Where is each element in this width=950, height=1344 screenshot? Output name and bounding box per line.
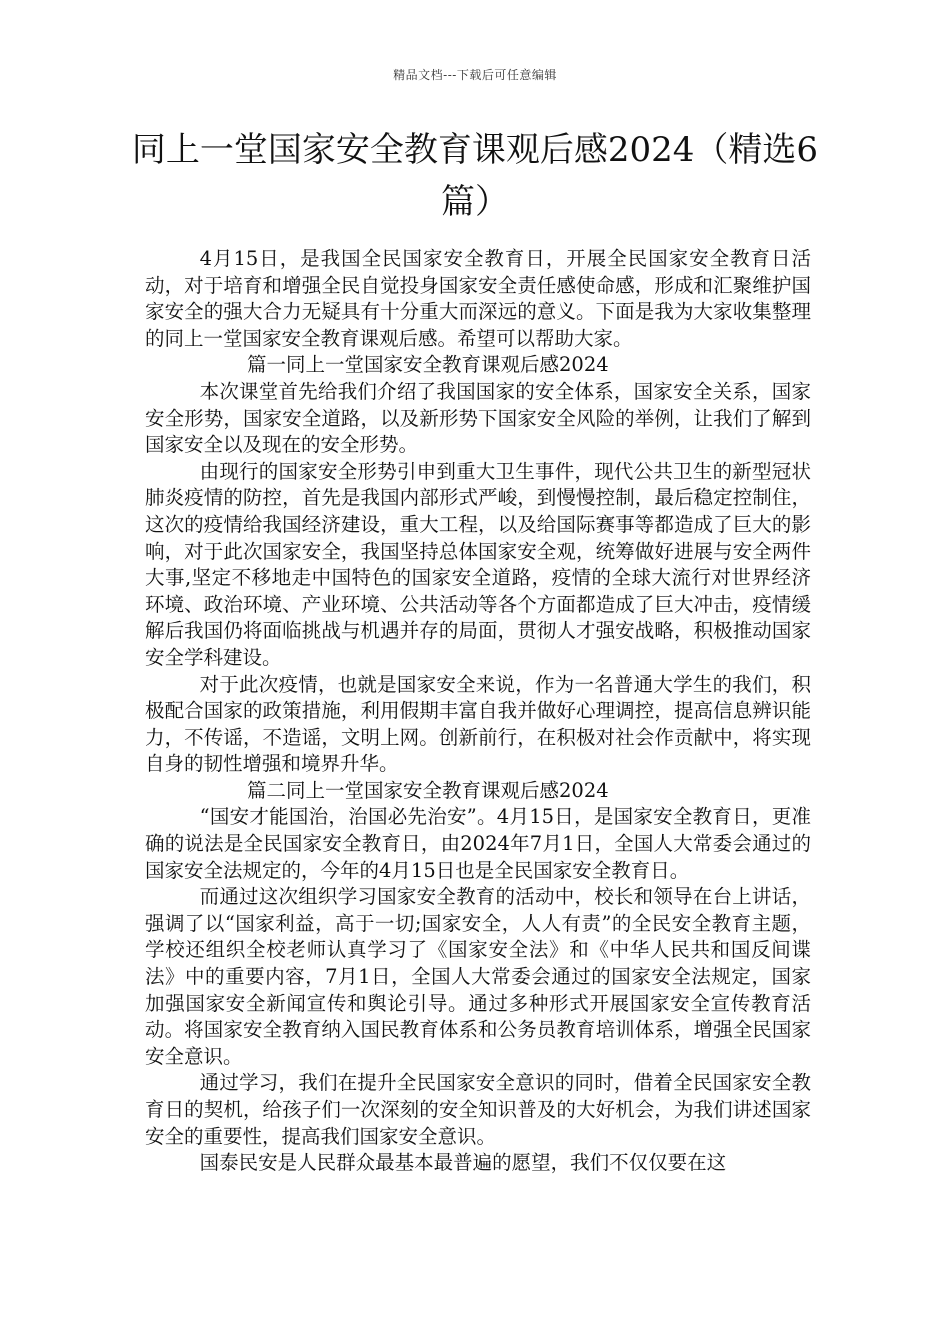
- section-heading-1: 篇一同上一堂国家安全教育课观后感2024: [247, 353, 609, 377]
- document-header-note: 精品文档---下载后可任意编辑: [393, 68, 557, 82]
- section-heading-2: 篇二同上一堂国家安全教育课观后感2024: [247, 778, 609, 802]
- body-paragraph: “国安才能国治，治国必先治安”。4月15日，是国家安全教育日，更准确的说法是全民国家安全教育日，由2024年7月1日，全国人大常委会通过的国家安全法规定的，今年的4月15日也是全民国家安全教育日。: [145, 805, 811, 882]
- body-paragraph: 而通过这次组织学习国家安全教育的活动中，校长和领导在台上讲话，强调了以“国家利益，高于一切;国家安全，人人有责”的全民安全教育主题，学校还组织全校老师认真学习了《国家安全法》和《中华人民共和国反间谍法》中的重要内容，7月1日，全国人大常委会通过的国家安全法规定，国家加强国家安全新闻宣传和舆论引导。通过多种形式开展国家安全宣传教育活动。将国家安全教育纳入国民教育体系和公务员教育培训体系，增强全民国家安全意识。: [145, 885, 811, 1068]
- body-paragraph: 对于此次疫情，也就是国家安全来说，作为一名普通大学生的我们，积极配合国家的政策措施，利用假期丰富自我并做好心理调控，提高信息辨识能力，不传谣，不造谣，文明上网。创新前行，在积极对社会作贡献中，将实现自身的韧性增强和境界升华。: [145, 672, 811, 776]
- body-paragraph: 由现行的国家安全形势引申到重大卫生事件，现代公共卫生的新型冠状肺炎疫情的防控，首先是我国内部形式严峻，到慢慢控制，最后稳定控制住，这次的疫情给我国经济建设，重大工程，以及给国际赛事等都造成了巨大的影响，对于此次国家安全，我国坚持总体国家安全观，统筹做好进展与安全两件大事,坚定不移地走中国特色的国家安全道路，疫情的全球大流行对世界经济环境、政治环境、产业环境、公共活动等各个方面都造成了巨大冲击，疫情缓解后我国仍将面临挑战与机遇并存的局面，贯彻人才强安战略，积极推动国家安全学科建设。: [145, 459, 811, 669]
- document-body: [145, 246, 811, 1177]
- body-paragraph: 国泰民安是人民群众最基本最普遍的愿望，我们不仅仅要在这: [199, 1151, 727, 1175]
- document-title: 同上一堂国家安全教育课观后感2024（精选6篇）: [131, 130, 819, 222]
- body-paragraph: 通过学习，我们在提升全民国家安全意识的同时，借着全民国家安全教育日的契机，给孩子们一次深刻的安全知识普及的大好机会，为我们讲述国家安全的重要性，提高我们国家安全意识。: [145, 1071, 811, 1148]
- intro-paragraph: 4月15日，是我国全民国家安全教育日，开展全民国家安全教育日活动，对于培育和增强全民自觉投身国家安全责任感使命感，形成和汇聚维护国家安全的强大合力无疑具有十分重大而深远的意义。下面是我为大家收集整理的同上一堂国家安全教育课观后感。希望可以帮助大家。: [145, 247, 811, 350]
- body-paragraph: 本次课堂首先给我们介绍了我国国家的安全体系，国家安全关系，国家安全形势，国家安全道路，以及新形势下国家安全风险的举例，让我们了解到国家安全以及现在的安全形势。: [145, 379, 811, 457]
